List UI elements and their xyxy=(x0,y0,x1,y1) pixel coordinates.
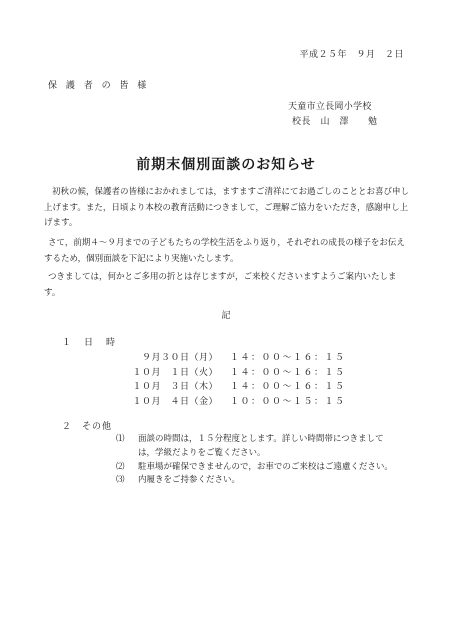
note-text: 面談の時間は，１５分程度とします。詳しい時間帯につきまして xyxy=(138,434,384,444)
intro-paragraph-3: つきましては，何かとご多用の折とは存じますが，ご来校くださいますようご案内いたします。 xyxy=(44,272,397,298)
note-text: 内履きをご持参ください。 xyxy=(138,475,241,485)
intro-paragraph-2: さて，前期４～９月までの子どもたちの学校生活をふり返り，それぞれの成長の様子をお伝えするため，個別面談を下記により実施いたします。 xyxy=(44,238,405,264)
note-item-1 xyxy=(116,432,416,446)
principal-name: 校長 山 澤 勉 xyxy=(292,117,378,127)
schedule-row xyxy=(118,395,346,410)
page-title: 前期末個別面談のお知らせ xyxy=(136,157,316,173)
note-item-3 xyxy=(116,473,416,487)
schedule-time: １４：００～１６：１５ xyxy=(230,382,346,392)
recipient-line: 保 護 者 の 皆 様 xyxy=(48,81,150,91)
school-name: 天童市立長岡小学校 xyxy=(288,102,372,112)
schedule-list xyxy=(118,351,346,409)
schedule-heading: １ 日 時 xyxy=(62,338,118,348)
schedule-time: １４：００～１６：１５ xyxy=(230,353,346,363)
schedule-date: ９月３０日（月） xyxy=(141,353,218,363)
note-text: は，学級だよりをご覧ください。 xyxy=(138,448,266,458)
schedule-row xyxy=(118,351,346,366)
intro-paragraph-1: 初秋の候，保護者の皆様におかれましては，ますますご清祥にてお過ごしのこととお喜び申し上げます。また，日頃より本校の教育活動につきまして，ご理解ご協力をいただき，感謝申し上げます。 xyxy=(44,187,410,228)
ki-mark: 記 xyxy=(221,311,231,321)
note-number: ⑶ xyxy=(116,475,125,485)
note-item-2 xyxy=(116,460,416,474)
note-item-1-continued xyxy=(138,446,438,460)
note-number: ⑴ xyxy=(116,434,125,444)
schedule-time: １０：００～１５：１５ xyxy=(230,396,346,407)
schedule-row xyxy=(118,366,346,381)
schedule-date: １０月 １日（火） xyxy=(132,367,218,378)
schedule-date: １０月 ４日（金） xyxy=(132,396,218,407)
schedule-date: １０月 ３日（木） xyxy=(132,382,218,392)
note-text: 駐車場が確保できませんので，お車でのご来校はご遠慮ください。 xyxy=(138,462,393,472)
schedule-row xyxy=(118,380,346,395)
other-heading: ２ その他 xyxy=(62,422,113,432)
issue-date: 平成２５年 ９月 ２日 xyxy=(299,50,404,60)
note-number: ⑵ xyxy=(116,462,125,472)
schedule-time: １４：００～１６：１５ xyxy=(230,367,346,378)
